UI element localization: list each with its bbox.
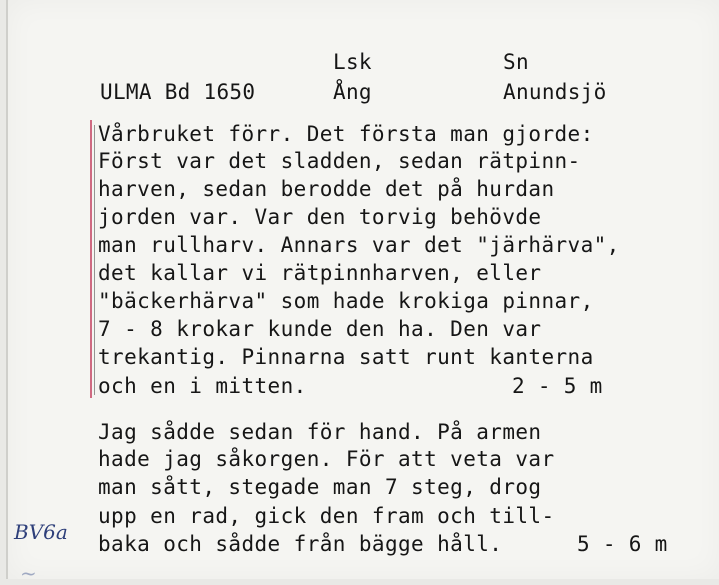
text-line: Jag sådde sedan för hand. På armen [98,420,542,444]
margin-rule-dark [94,125,95,395]
handwritten-margin-note: BV6a [14,520,68,544]
text-line: 7 - 8 krokar kunde den ha. Den var [98,317,542,341]
archive-reference: ULMA Bd 1650 [100,80,256,104]
sn-label: Sn [503,50,529,74]
lsk-label: Lsk [333,50,372,74]
margin-rule-red [90,120,92,398]
text-line: trekantig. Pinnarna satt runt kanterna [98,345,594,369]
text-line: upp en rad, gick den fram och till- [98,504,555,528]
text-line: jorden var. Var den torvig behövde [98,205,542,229]
text-line: harven, sedan berodde det på hurdan [98,177,555,201]
text-line: det kallar vi rätpinnharven, eller [98,261,542,285]
sn-value: Anundsjö [503,80,607,104]
page-reference: 5 - 6 m [577,532,668,556]
text-line: och en i mitten. [98,374,307,398]
text-line: man rullharv. Annars var det "järhärva", [98,233,620,257]
lsk-value: Ång [333,80,372,104]
text-line: hade jag såkorgen. För att veta var [98,447,555,471]
text-line: Först var det sladden, sedan rätpinn- [98,149,581,173]
page-reference: 2 - 5 m [512,374,603,398]
handwritten-scribble: ~ [20,561,37,585]
text-line: Vårbruket förr. Det första man gjorde: [98,122,594,146]
text-line: man sått, stegade man 7 steg, drog [98,475,542,499]
text-line: baka och sådde från bägge håll. [98,532,503,556]
text-line: "bäckerhärva" som hade krokiga pinnar, [98,289,594,313]
